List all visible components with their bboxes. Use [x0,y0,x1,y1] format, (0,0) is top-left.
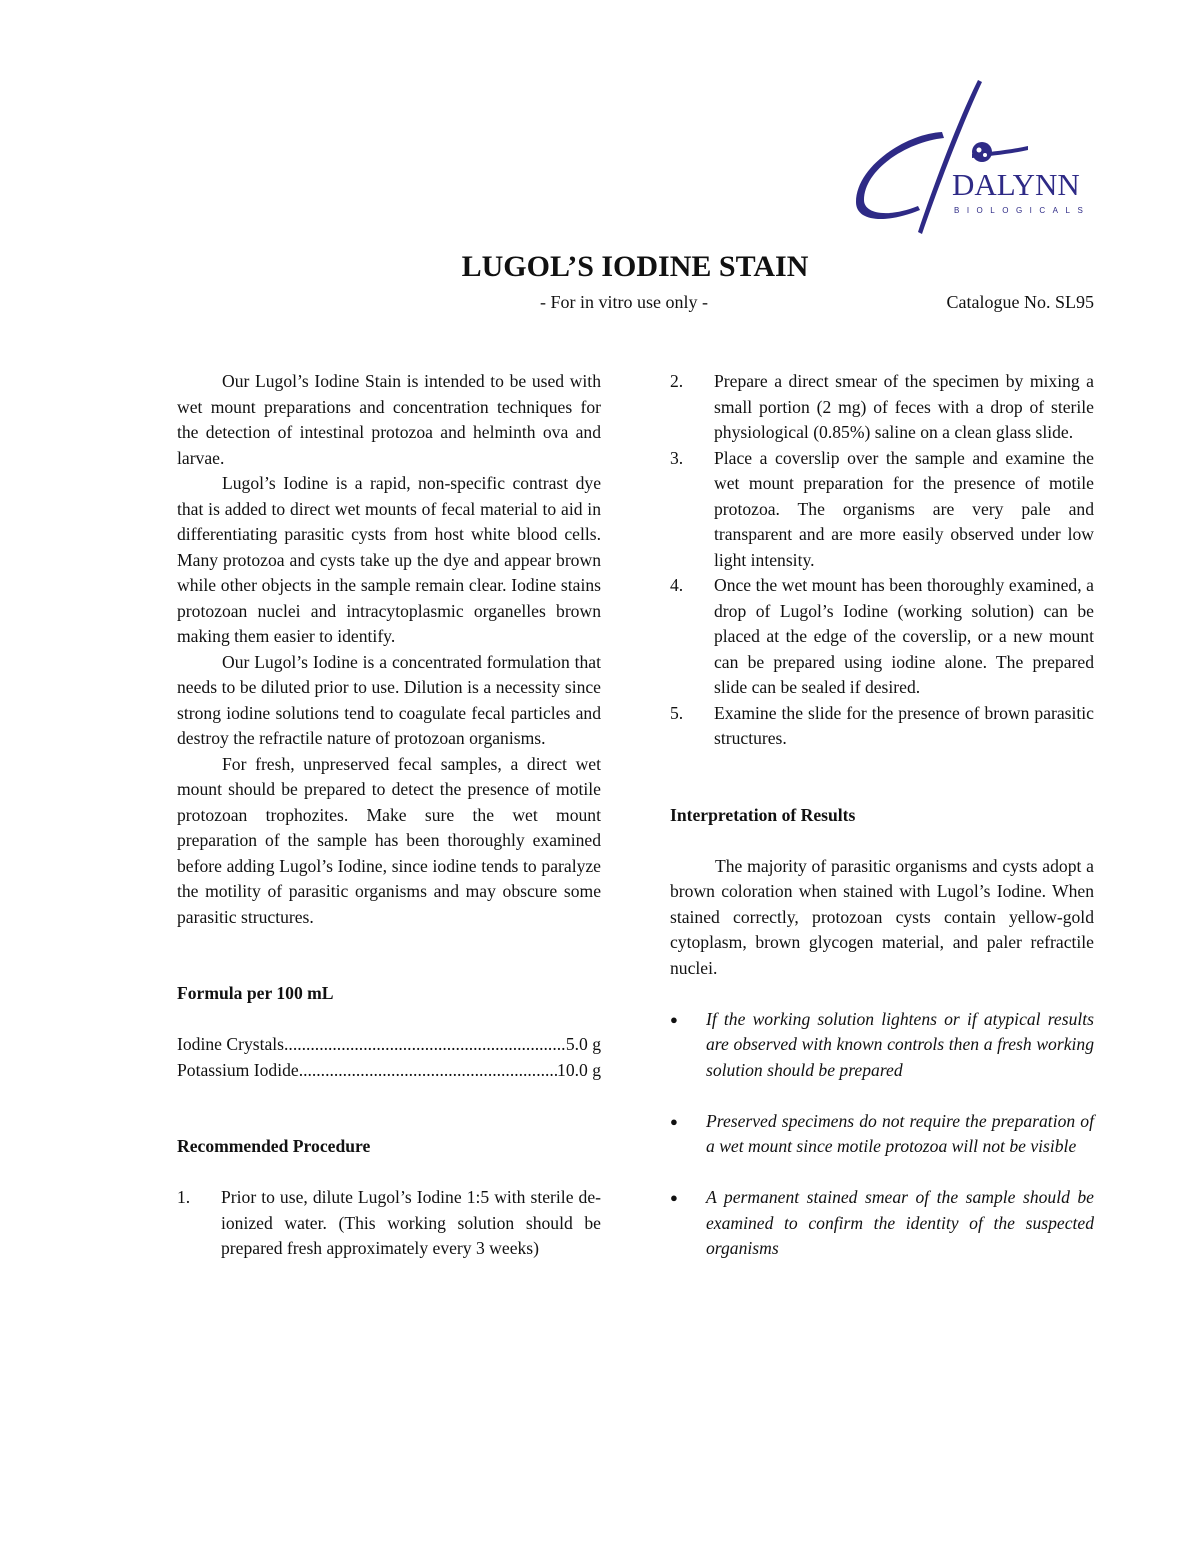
left-column [177,369,601,1262]
formula-item-name: Iodine Crystals [177,1034,285,1054]
procedure-heading: Recommended Procedure [177,1136,371,1156]
step-number: 4. [670,575,684,595]
step-text: Prepare a direct smear of the specimen by mixing a small portion (2 mg) of feces with a drop of sterile physiological (0.85%) saline on a clean glass slide. [714,371,1094,442]
interpretation-heading: Interpretation of Results [670,804,856,825]
note-text: If the working solution lightens or if atypical results are observed with known controls then a fresh working solution should be prepared [706,1008,1094,1080]
procedure-step [670,446,1094,574]
step-text: Prior to use, dilute Lugol’s Iodine 1:5 with sterile de-ionized water. (This working solution should be prepared fresh approximately every 3 weeks) [221,1187,601,1258]
formula-item-amount: 10.0 g [557,1059,601,1080]
note-item [670,1185,1094,1262]
interpretation-paragraph: The majority of parasitic organisms and cysts adopt a brown coloration when stained with Lugol’s Iodine. When stained correctly, protozoan cysts contain yellow-gold cytoplasm, brown glycogen material, and paler refractile nuclei. [670,855,1094,978]
procedure-steps-continued [670,369,1094,752]
procedure-step [670,369,1094,446]
bullet-icon: ● [670,1190,678,1205]
step-number: 2. [670,371,684,391]
formula-heading: Formula per 100 mL [177,983,334,1003]
step-text: Place a coverslip over the sample and examine the wet mount preparation for the presence of motile protozoa. The organisms are very pale and transparent and are more easily observed under low light intensity. [714,447,1094,570]
note-item [670,1109,1094,1160]
step-number: 1. [177,1187,191,1207]
intro-paragraph: Lugol’s Iodine is a rapid, non-specific contrast dye that is added to direct wet mounts of fecal material to aid in differentiating parasitic cysts from host white blood cells. Many protozoa and cysts take up the dye and appear brown while other objects in the sample remain clear. Iodine stains protozoan nuclei and intracytoplasmic organelles brown making them easier to identify. [177,473,601,646]
bullet-icon: ● [670,1011,678,1027]
catalogue-number: Catalogue No. SL95 [946,292,1094,312]
formula-row [177,1032,601,1058]
procedure-step [670,701,1094,752]
step-number: 5. [670,702,684,723]
step-text: Examine the slide for the presence of brown parasitic structures. [714,702,1094,748]
intro-paragraph: Our Lugol’s Iodine is a concentrated formulation that needs to be diluted prior to use. Dilution is a necessity since strong iodine solutions tend to coagulate fecal particles and destroy the refractile nature of protozoan organisms. [177,651,601,748]
interpretation-notes [670,1007,1094,1262]
procedure-steps [177,1185,601,1262]
intro-paragraph: Our Lugol’s Iodine Stain is intended to be used with wet mount preparations and concentration techniques for the detection of intestinal protozoa and helminth ova and larvae. [177,371,601,468]
procedure-step [177,1185,601,1262]
step-text: Once the wet mount has been thoroughly examined, a drop of Lugol’s Iodine (working solution) can be placed at the edge of the coverslip, or a new mount can be prepared using iodine alone. The prepared slide can be sealed if desired. [714,575,1094,697]
formula-item-amount: 5.0 g [565,1034,601,1054]
page-title: LUGOL’S IODINE STAIN [461,250,809,283]
note-text: Preserved specimens do not require the preparation of a wet mount since motile protozoa will not be visible [706,1110,1094,1156]
logo-subtitle: BIOLOGICALS [954,206,1091,215]
dalynn-logo [850,72,1110,252]
formula-item-name: Potassium Iodide [177,1059,299,1080]
bullet-icon: ● [670,1113,678,1129]
intro-paragraph: For fresh, unpreserved fecal samples, a direct wet mount should be prepared to detect the presence of motile protozoan trophozites. Make sure the wet mount preparation of the sample has been thoroughly examined before adding Lugol’s Iodine, since iodine tends to paralyze the motility of parasitic organisms and may obscure some parasitic structures. [177,753,601,927]
dalynn-logo-mark [850,72,1110,252]
step-number: 3. [670,447,684,468]
note-item [670,1007,1094,1084]
note-text: A permanent stained smear of the sample should be examined to confirm the identity of the suspected organisms [706,1187,1094,1258]
formula-row [177,1058,601,1084]
logo-brand: DALYNN [952,167,1080,202]
procedure-step [670,573,1094,701]
right-column [670,369,1094,1287]
usage-note: - For in vitro use only - [540,292,708,312]
